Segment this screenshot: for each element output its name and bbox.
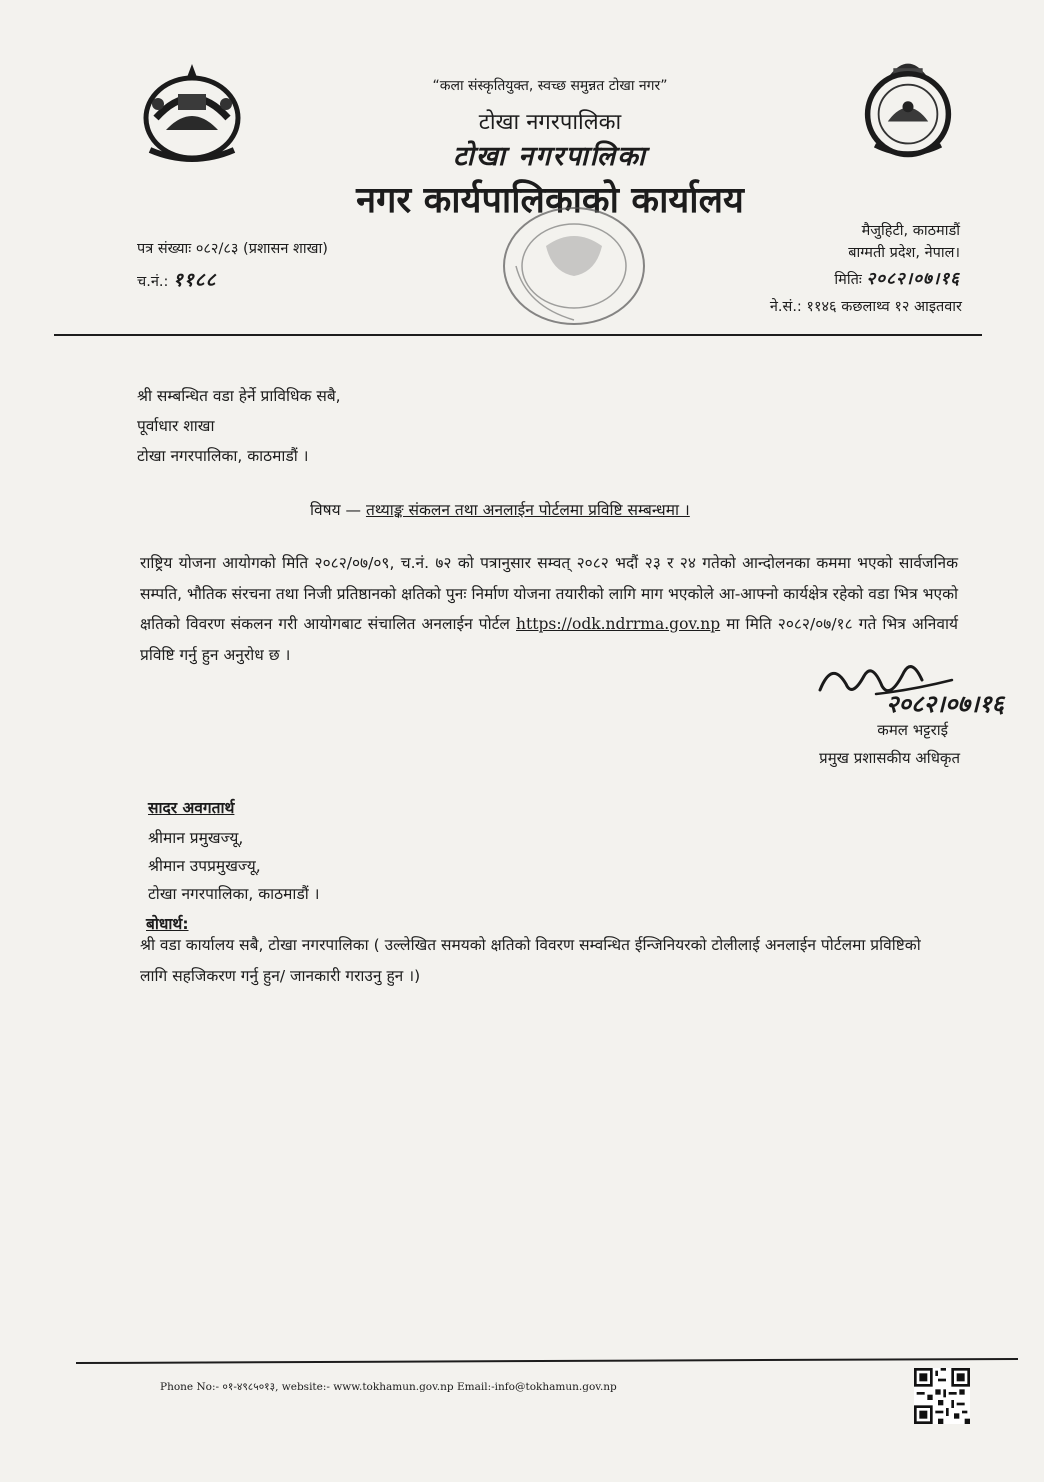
info-body: श्री वडा कार्यालय सबै, टोखा नगरपालिका ( उल्लेखित समयको क्षतिको विवरण सम्वन्धित ईन्जिनियरको टोलीलाई अनलाईन पोर्टलमा प्रविष्टिको लागि सहजिकरण गर्नु हुन/ जानकारी गराउनु हुन ।): [140, 936, 921, 985]
footer-contact: Phone No:- ०१-४९८५०१३, website:- www.tokhamun.gov.np Email:-info@tokhamun.gov.np: [160, 1381, 617, 1393]
nepal-coat-of-arms-emblem: [136, 58, 248, 170]
cc-line-2: श्रीमान उपप्रमुखज्यू,: [148, 857, 261, 875]
body-text-part-1: राष्ट्रिय योजना आयोगको मिति २०८२/०७/०९, च.नं. ७२ को पत्रानुसार सम्वत् २०८२ भदौं २३ र २४ गतेको आन्दोलनका कममा भएको सार्वजनिक सम्पति, भौतिक संरचना तथा निजी प्रतिष्ठानको क्षतिको पुनः निर्माण योजना तयारीको लागि माग भएकोले आ-आफ्नो कार्यक्षेत्र रहेको वडा भित्र भएको क्षतिको विवरण संकलन गरी आयोगबाट संचालित अनलाईन पोर्टल: [140, 554, 958, 633]
handwritten-signature: [812, 650, 1044, 720]
address-line-1: मैजुहिटी, काठमाडौं: [861, 223, 960, 239]
tokha-municipality-logo: [852, 48, 964, 160]
qr-code: [914, 1368, 970, 1424]
cc-line-1: श्रीमान प्रमुखज्यू,: [148, 829, 244, 847]
info-text: [140, 930, 930, 992]
municipality-name-stylized: टोखा नगरपालिका: [453, 141, 647, 172]
cc-line-3: टोखा नगरपालिका, काठमाडौं ।: [148, 885, 320, 903]
header-divider: [54, 334, 982, 336]
body-text-part-2: मा मिति २०८२/०७/१८ गते भित्र अनिवार्य प्रविष्टि गर्नु हुन अनुरोध छ ।: [140, 615, 958, 664]
dispatch-label: च.नं.:: [137, 274, 169, 290]
recipient-line-1: श्री सम्बन्धित वडा हेर्ने प्राविधिक सबै,: [137, 387, 341, 405]
portal-url-link[interactable]: https://odk.ndrrma.gov.np: [516, 615, 721, 633]
cc-heading: सादर अवगतार्थ: [148, 799, 235, 817]
address-line-2: बाग्मती प्रदेश, नेपाल।: [848, 245, 960, 261]
signatory-name: कमल भट्टराई: [877, 721, 948, 739]
nepal-sambat-date: ने.सं.: ११४६ कछलाथ्व १२ आइतवार: [769, 299, 962, 315]
letter-subject: [310, 498, 690, 520]
recipient-line-3: टोखा नगरपालिका, काठमाडौं ।: [137, 447, 309, 465]
letter-date: [834, 266, 960, 289]
subject-label: विषय —: [310, 501, 362, 519]
letter-reference-number: पत्र संख्याः ०८२/८३ (प्रशासन शाखा): [137, 241, 328, 257]
date-label: मितिः: [834, 272, 862, 288]
date-value: २०८२।०७।१६: [866, 269, 960, 289]
municipality-motto: “कला संस्कृतियुक्त, स्वच्छ समुन्नत टोखा नगर”: [432, 78, 668, 94]
dispatch-value: ११८८: [172, 269, 217, 291]
office-title: नगर कार्यपालिकाको कार्यालय: [356, 180, 744, 221]
municipality-name: टोखा नगरपालिका: [478, 110, 622, 135]
subject-text: तथ्याङ्क संकलन तथा अनलाईन पोर्टलमा प्रविष्टि सम्बन्धमा ।: [365, 501, 690, 519]
footer-divider: [76, 1358, 1018, 1364]
signatory-title: प्रमुख प्रशासकीय अधिकृत: [819, 749, 960, 767]
official-stamp: [486, 196, 656, 336]
dispatch-number: [137, 266, 217, 292]
signature-date: २०८२।०७।१६: [886, 689, 1005, 718]
recipient-line-2: पूर्वाधार शाखा: [137, 417, 215, 435]
info-heading: बोधार्थ:: [146, 915, 189, 933]
